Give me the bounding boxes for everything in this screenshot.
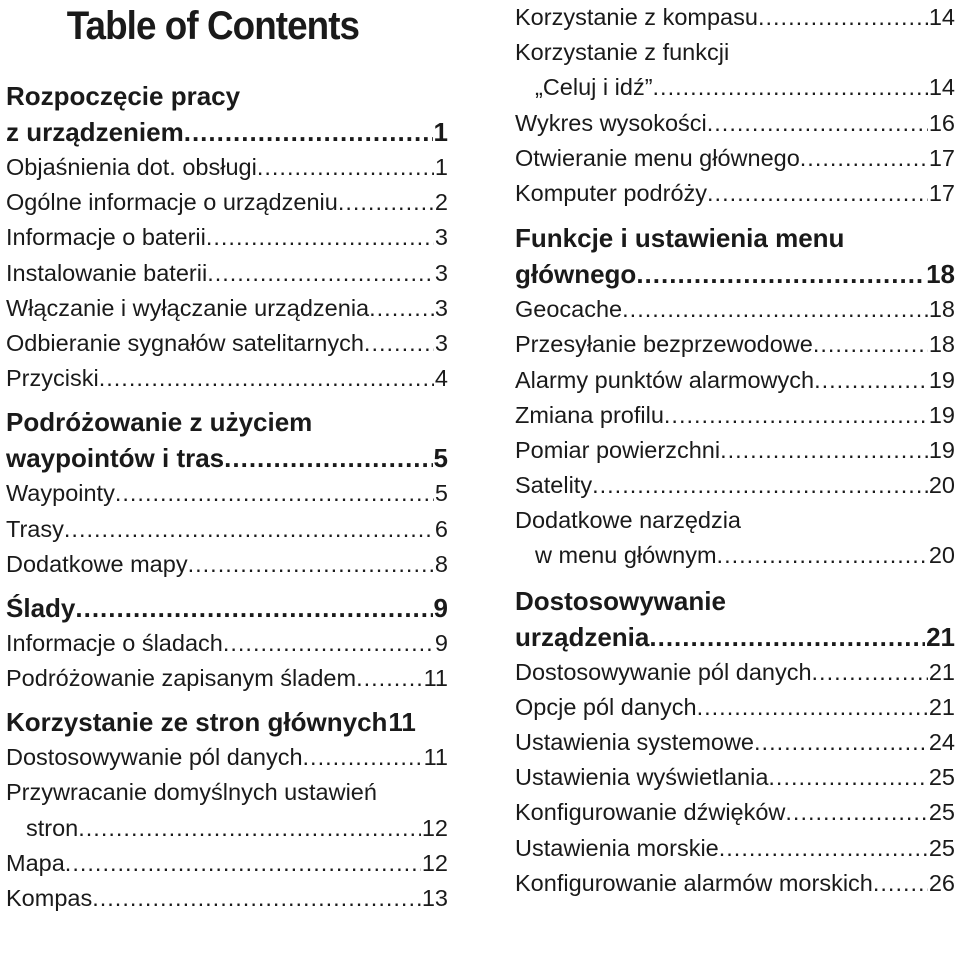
leader-dots xyxy=(813,327,928,362)
page-number: 25 xyxy=(928,764,955,791)
entry-text: Opcje pól danych xyxy=(515,693,697,720)
toc-entry[interactable] xyxy=(515,398,955,433)
page-number: 20 xyxy=(928,472,955,499)
toc-entry[interactable] xyxy=(515,795,955,830)
page-number: 17 xyxy=(928,144,955,171)
leader-dots xyxy=(99,361,434,396)
section-title-row xyxy=(6,440,448,476)
entry-text: Otwieranie menu głównego xyxy=(515,144,800,171)
leader-dots xyxy=(697,690,928,725)
entry-text-line: Dodatkowe narzędzia xyxy=(515,507,741,534)
page-number: 18 xyxy=(928,331,955,358)
section-title-row xyxy=(6,590,448,626)
toc-entry[interactable] xyxy=(515,760,955,795)
page-number: 24 xyxy=(928,729,955,755)
entry-text: Podróżowanie zapisanym śladem xyxy=(6,665,357,692)
leader-dots xyxy=(592,468,928,503)
entry-text: Mapa xyxy=(6,849,65,876)
entry-text: Dostosowywanie pól danych xyxy=(515,658,812,685)
toc-entry[interactable] xyxy=(6,846,448,881)
entry-text: Korzystanie z kompasu xyxy=(515,4,758,30)
page-number: 18 xyxy=(928,296,955,323)
entry-text: Waypointy xyxy=(6,480,115,507)
entry-text: Ogólne informacje o urządzeniu xyxy=(6,189,338,216)
toc-entry-multiline[interactable] xyxy=(6,775,448,845)
entry-text: Włączanie i wyłączanie urządzenia xyxy=(6,294,370,321)
leader-dots xyxy=(206,220,434,255)
toc-entry[interactable] xyxy=(6,150,448,185)
page-number: 3 xyxy=(434,329,448,356)
entry-text: Dodatkowe mapy xyxy=(6,550,188,577)
page-number: 3 xyxy=(434,294,448,321)
leader-dots xyxy=(636,256,925,292)
page-number: 17 xyxy=(928,179,955,206)
entry-text: stron xyxy=(26,814,79,841)
toc-entry[interactable] xyxy=(515,292,955,327)
entry-text-line: Przywracanie domyślnych ustawień xyxy=(6,779,377,806)
entry-text: Trasy xyxy=(6,515,64,542)
page-number: 25 xyxy=(928,834,955,861)
entry-text: Informacje o baterii xyxy=(6,224,206,251)
entry-text: Objaśnienia dot. obsługi xyxy=(6,154,257,180)
section-title-line: Funkcje i ustawienia menu xyxy=(515,223,845,254)
entry-text: Przyciski xyxy=(6,365,99,392)
entry-text: Ustawienia systemowe xyxy=(515,729,755,755)
toc-section-podrozowanie[interactable] xyxy=(6,404,448,476)
entry-row xyxy=(515,70,955,105)
toc-entry[interactable] xyxy=(515,468,955,503)
page-number: 1 xyxy=(434,154,448,180)
section-title-line: Rozpoczęcie pracy xyxy=(6,81,241,111)
toc-entry[interactable] xyxy=(6,326,448,361)
page-number: 3 xyxy=(434,259,448,286)
entry-text: Konfigurowanie dźwięków xyxy=(515,799,786,826)
entry-text: „Celuj i idź” xyxy=(535,74,653,101)
leader-dots xyxy=(224,440,432,476)
page-number: 11 xyxy=(423,744,448,771)
toc-entry[interactable] xyxy=(6,547,448,582)
page-number: 16 xyxy=(928,109,955,136)
leader-dots xyxy=(720,433,928,468)
leader-dots xyxy=(207,256,434,291)
entry-text: Komputer podróży xyxy=(515,179,708,206)
leader-dots xyxy=(653,70,928,105)
toc-entry[interactable] xyxy=(515,831,955,866)
page-number: 8 xyxy=(434,550,448,577)
page-number: 5 xyxy=(434,480,448,507)
entry-text: Dostosowywanie pól danych xyxy=(6,744,303,771)
leader-dots xyxy=(707,176,928,211)
entry-text: Satelity xyxy=(515,472,593,499)
toc-entry[interactable] xyxy=(515,141,955,176)
leader-dots xyxy=(758,0,928,35)
leader-dots xyxy=(768,760,927,795)
leader-dots xyxy=(649,619,925,655)
entry-text: Przesyłanie bezprzewodowe xyxy=(515,331,813,358)
entry-text: Alarmy punktów alarmowych xyxy=(515,366,815,393)
section-title-row xyxy=(515,619,955,655)
page-number: 20 xyxy=(928,542,955,569)
entry-text: Instalowanie baterii xyxy=(6,259,208,286)
leader-dots xyxy=(622,292,928,327)
page-number: 21 xyxy=(928,693,955,720)
toc-section-rozpoczecie[interactable] xyxy=(6,78,448,150)
page-number: 12 xyxy=(421,849,448,876)
toc-entry[interactable] xyxy=(6,512,448,547)
toc-section-dostosowywanie[interactable] xyxy=(515,583,955,655)
page-number: 4 xyxy=(434,365,448,392)
section-title-line: Dostosowywanie xyxy=(515,585,726,616)
toc-right-column xyxy=(515,0,955,901)
leader-dots xyxy=(812,655,928,690)
page-number: 21 xyxy=(926,621,955,652)
leader-dots xyxy=(814,363,928,398)
entry-row xyxy=(6,811,448,846)
leader-dots xyxy=(64,512,434,547)
leader-dots xyxy=(800,141,928,176)
leader-dots xyxy=(257,150,434,185)
page-number: 25 xyxy=(928,799,955,826)
entry-text: Kompas xyxy=(6,885,93,911)
section-title-text: waypointów i tras xyxy=(6,443,225,474)
leader-dots xyxy=(754,725,928,760)
leader-dots xyxy=(303,740,423,775)
toc-entry[interactable] xyxy=(515,327,955,362)
toc-entry-multiline[interactable] xyxy=(515,503,955,573)
entry-text-line: Korzystanie z funkcji xyxy=(515,39,730,66)
toc-entry[interactable] xyxy=(515,433,955,468)
page-number: 1 xyxy=(433,117,448,147)
page-number: 13 xyxy=(421,885,448,911)
section-title-row xyxy=(515,256,955,292)
toc-left-column xyxy=(6,0,448,916)
leader-dots xyxy=(338,185,434,220)
leader-dots xyxy=(707,106,928,141)
leader-dots xyxy=(785,795,927,830)
entry-text: Wykres wysokości xyxy=(515,109,707,136)
toc-entry-multiline[interactable] xyxy=(515,35,955,105)
entry-text: w menu głównym xyxy=(535,542,717,569)
page-number: 21 xyxy=(928,658,955,685)
entry-text: Ustawienia wyświetlania xyxy=(515,764,769,791)
toc-entry[interactable] xyxy=(515,363,955,398)
leader-dots xyxy=(78,811,421,846)
page-number: 26 xyxy=(928,869,955,896)
page-number: 19 xyxy=(928,436,955,463)
toc-entry[interactable] xyxy=(515,866,955,901)
page-number: 11 xyxy=(423,665,448,692)
section-title-row xyxy=(6,704,448,740)
toc-entry[interactable] xyxy=(6,361,448,396)
section-title-text: Ślady xyxy=(6,592,76,623)
page-title: Table of Contents xyxy=(66,4,360,48)
page-number: 18 xyxy=(926,259,955,290)
section-title-text: Korzystanie ze stron głównych xyxy=(6,707,388,738)
entry-text: Geocache xyxy=(515,296,623,323)
page-number: 14 xyxy=(928,4,955,30)
entry-text: Odbieranie sygnałów satelitarnych xyxy=(6,329,364,356)
leader-dots xyxy=(873,866,928,901)
section-title-text: urządzenia xyxy=(515,621,650,652)
toc-entry[interactable] xyxy=(6,256,448,291)
section-title-line: Podróżowanie z użyciem xyxy=(6,407,313,438)
section-title-text: głównego xyxy=(515,259,637,290)
toc-entry[interactable] xyxy=(6,881,448,916)
toc-entry[interactable] xyxy=(6,220,448,255)
page-number: 9 xyxy=(434,629,448,656)
toc-section-korzystanie[interactable] xyxy=(6,704,448,740)
toc-section-funkcje[interactable] xyxy=(515,220,955,292)
leader-dots xyxy=(369,291,434,326)
leader-dots xyxy=(65,846,421,881)
toc-section-slady[interactable] xyxy=(6,590,448,626)
toc-entry[interactable] xyxy=(515,0,955,35)
toc-entry[interactable] xyxy=(6,626,448,661)
toc-entry[interactable] xyxy=(515,725,955,760)
toc-entry[interactable] xyxy=(515,655,955,690)
page-number: 2 xyxy=(434,189,448,216)
leader-dots xyxy=(92,881,421,916)
leader-dots xyxy=(188,547,434,582)
toc-entry[interactable] xyxy=(515,690,955,725)
leader-dots xyxy=(356,661,423,696)
page-number: 12 xyxy=(421,814,448,841)
entry-text: Konfigurowanie alarmów morskich xyxy=(515,869,873,896)
leader-dots xyxy=(364,326,434,361)
toc-entry[interactable] xyxy=(515,176,955,211)
page-number: 19 xyxy=(928,366,955,393)
toc-entry[interactable] xyxy=(6,476,448,511)
section-title-row xyxy=(6,114,448,150)
toc-entry[interactable] xyxy=(515,106,955,141)
toc-entry[interactable] xyxy=(6,185,448,220)
entry-text: Informacje o śladach xyxy=(6,629,223,656)
page-number: 3 xyxy=(434,224,448,251)
entry-text: Ustawienia morskie xyxy=(515,834,719,861)
leader-dots xyxy=(184,114,433,150)
page-number: 14 xyxy=(928,74,955,101)
toc-entry[interactable] xyxy=(6,291,448,326)
leader-dots xyxy=(223,626,434,661)
entry-row xyxy=(515,538,955,573)
leader-dots xyxy=(717,538,928,573)
leader-dots xyxy=(75,590,432,626)
leader-dots xyxy=(664,398,928,433)
page-number: 5 xyxy=(433,443,448,474)
section-title-text: z urządzeniem xyxy=(6,117,184,147)
page-number: 11 xyxy=(388,707,416,738)
leader-dots xyxy=(115,476,434,511)
page-number: 19 xyxy=(928,401,955,428)
page-number: 6 xyxy=(434,515,448,542)
leader-dots xyxy=(719,831,928,866)
toc-entry[interactable] xyxy=(6,740,448,775)
entry-text: Zmiana profilu xyxy=(515,401,664,428)
entry-text: Pomiar powierzchni xyxy=(515,436,721,463)
page-number: 9 xyxy=(433,592,448,623)
toc-entry[interactable] xyxy=(6,661,448,696)
